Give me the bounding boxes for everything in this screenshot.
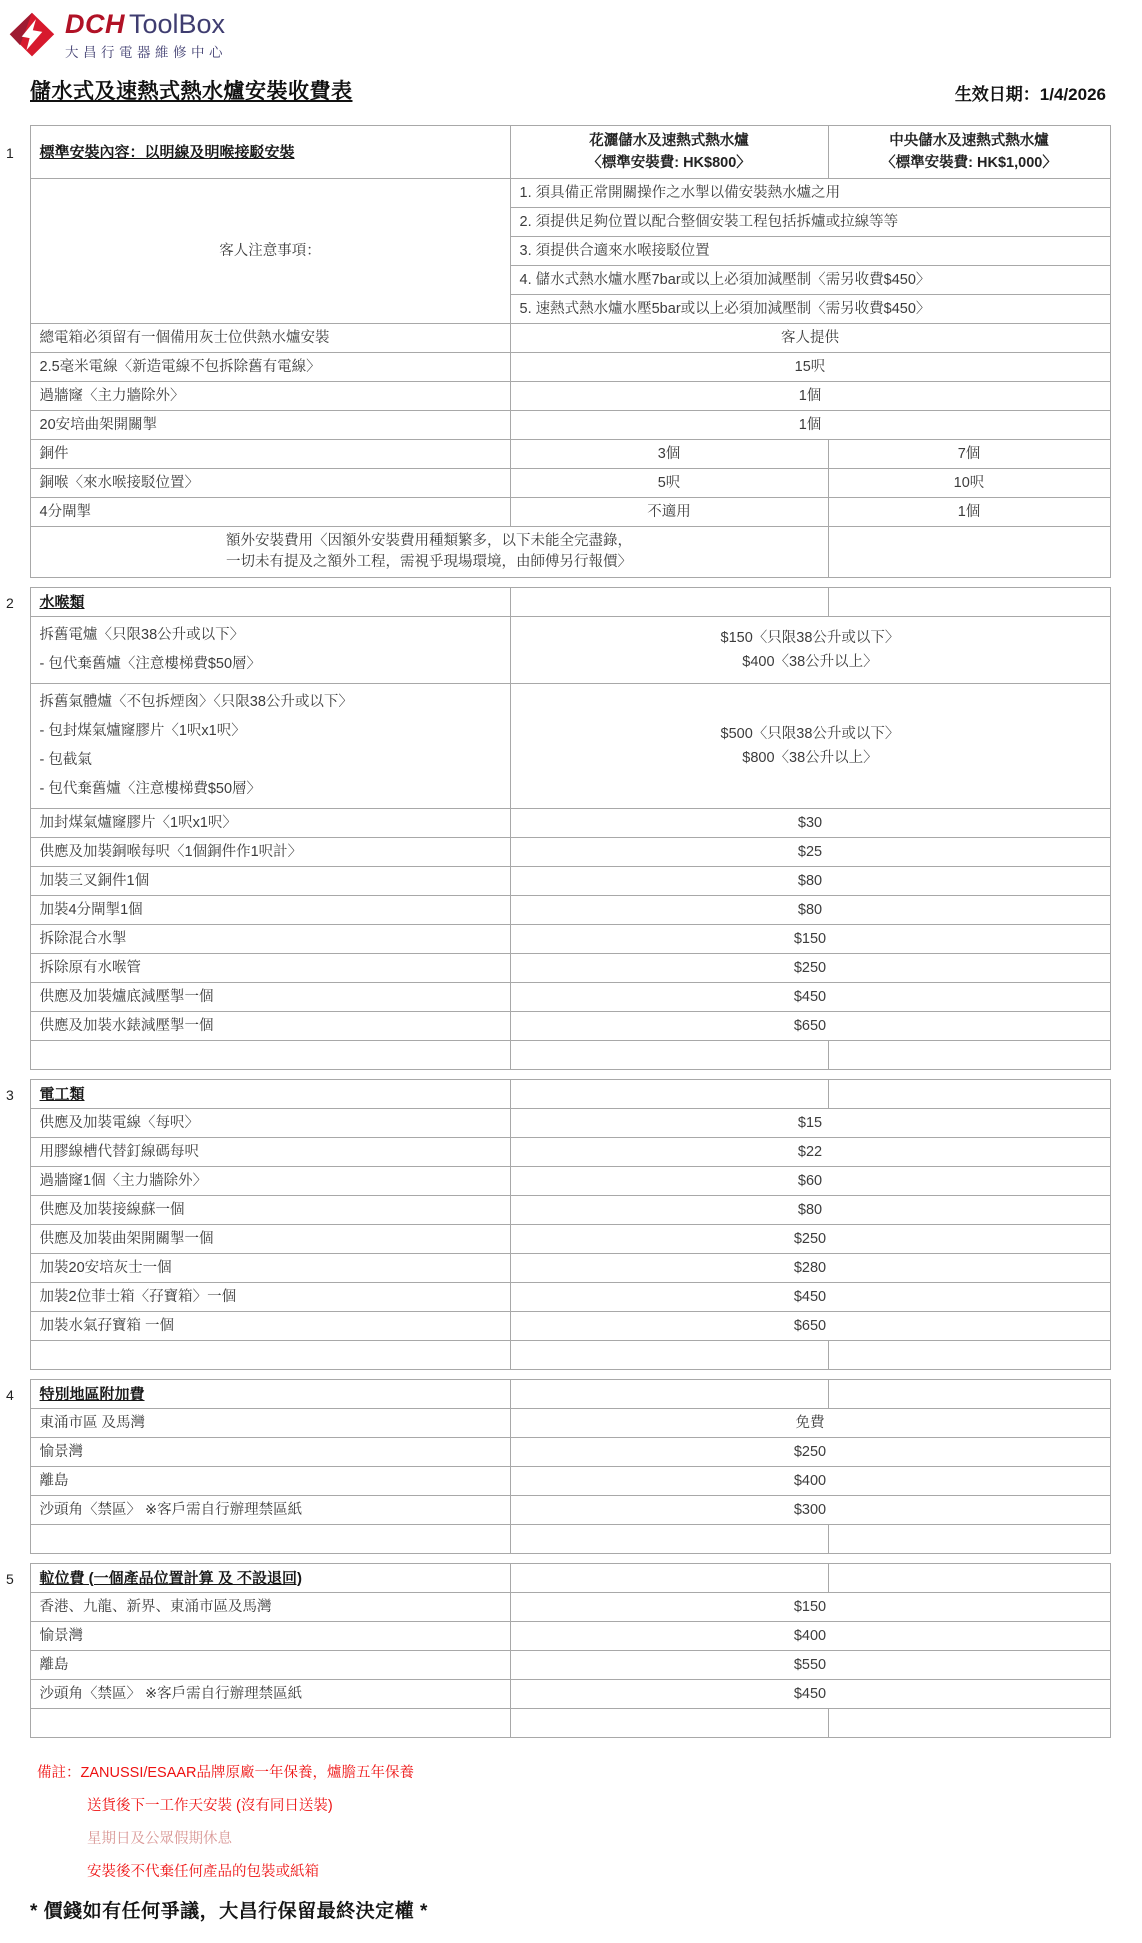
row-number (6, 1496, 30, 1525)
table-row (6, 1080, 1110, 1109)
footer-notes (30, 1764, 1126, 1923)
table-row (6, 684, 1110, 809)
brand-logo-text (65, 10, 227, 61)
table-row (6, 1438, 1110, 1467)
section-table (6, 1079, 1111, 1370)
cell-line: - 包代棄舊爐〈注意樓梯費$50層〉 (39, 781, 262, 797)
table-cell (30, 1041, 510, 1070)
table-cell: 香港、九龍、新界、東涌市區及馬灣 (30, 1593, 510, 1622)
table-cell: 2.5毫米電線〈新造電線不包拆除舊有電線〉 (30, 353, 510, 382)
row-number (6, 440, 30, 469)
footer-note-warranty: 備註：ZANUSSI/ESAAR品牌原廠一年保養，爐膽五年保養 (37, 1765, 415, 1781)
table-cell: 1個 (828, 498, 1110, 527)
table-row (6, 1196, 1110, 1225)
row-number (6, 1622, 30, 1651)
row-number (6, 469, 30, 498)
row-number (6, 617, 30, 684)
row-number (6, 983, 30, 1012)
table-cell: 拆除混合水掣 (30, 925, 510, 954)
table-row (6, 983, 1110, 1012)
table-cell (510, 684, 1110, 809)
row-number (6, 1167, 30, 1196)
row-number (6, 1680, 30, 1709)
row-number (6, 353, 30, 382)
table-cell: $300 (510, 1496, 1110, 1525)
table-cell: $400 (510, 1467, 1110, 1496)
table-cell (828, 1525, 1110, 1554)
table-cell (30, 617, 510, 684)
table-cell (828, 1709, 1110, 1738)
table-cell: 過牆窿1個〈主力牆除外〉 (30, 1167, 510, 1196)
cell-line: - 包代棄舊爐〈注意樓梯費$50層〉 (39, 656, 262, 672)
table-cell: 愉景灣 (30, 1438, 510, 1467)
table-cell: 2. 須提供足夠位置以配合整個安裝工程包括拆爐或拉線等等 (510, 208, 1110, 237)
table-cell: $80 (510, 896, 1110, 925)
table-cell: $550 (510, 1651, 1110, 1680)
table-cell: 離島 (30, 1651, 510, 1680)
table-cell: 1個 (510, 382, 1110, 411)
table-row (6, 324, 1110, 353)
row-number: 2 (6, 588, 30, 617)
table-cell: 3個 (510, 440, 828, 469)
table-row (6, 1167, 1110, 1196)
table-cell: 不適用 (510, 498, 828, 527)
table-row (6, 126, 1110, 179)
table-cell (510, 1041, 828, 1070)
table-cell: 3. 須提供合適來水喉接駁位置 (510, 237, 1110, 266)
table-cell: $450 (510, 983, 1110, 1012)
table-cell (510, 1380, 828, 1409)
table-cell: $80 (510, 1196, 1110, 1225)
table-cell: 過牆窿〈主力牆除外〉 (30, 382, 510, 411)
table-cell: 加封煤氣爐窿膠片〈1呎x1呎〉 (30, 809, 510, 838)
table-row (6, 1709, 1110, 1738)
table-cell (30, 1525, 510, 1554)
table-cell (828, 1564, 1110, 1593)
row-number (6, 925, 30, 954)
table-cell: 10呎 (828, 469, 1110, 498)
section-table (6, 125, 1111, 578)
table-cell: 供應及加裝接線蘇一個 (30, 1196, 510, 1225)
cell-line: 一切未有提及之額外工程，需視乎現場環境，由師傅另行報價〉 (226, 554, 632, 570)
cell-line: - 包截氣 (39, 752, 92, 768)
effective-date: 生效日期：1/4/2026 (954, 85, 1106, 104)
table-cell: $650 (510, 1312, 1110, 1341)
table-cell: 供應及加裝電線〈每呎〉 (30, 1109, 510, 1138)
table-row (6, 1380, 1110, 1409)
section-table (6, 1379, 1111, 1554)
row-number: 5 (6, 1564, 30, 1593)
table-row (6, 925, 1110, 954)
table-cell: 加裝水氣孖寶箱 一個 (30, 1312, 510, 1341)
table-row (6, 617, 1110, 684)
row-number: 1 (6, 126, 30, 179)
table-row (6, 1651, 1110, 1680)
table-cell: 加裝20安培灰士一個 (30, 1254, 510, 1283)
table-row (6, 469, 1110, 498)
table-cell: 電工類 (30, 1080, 510, 1109)
footer-note-packaging: 安裝後不代棄任何產品的包裝或紙箱 (87, 1864, 319, 1880)
table-row (6, 1138, 1110, 1167)
cell-line: - 包封煤氣爐窿膠片〈1呎x1呎〉 (39, 723, 246, 739)
table-cell: 𨋢位費 (一個產品位置計算 及 不設退回) (30, 1564, 510, 1593)
row-number (6, 1593, 30, 1622)
table-cell: 1. 須具備正常開關操作之水掣以備安裝熱水爐之用 (510, 179, 1110, 208)
table-cell: 供應及加裝銅喉每呎〈1個銅件作1呎計〉 (30, 838, 510, 867)
row-number (6, 1109, 30, 1138)
page-title: 儲水式及速熱式熱水爐安裝收費表 (30, 80, 353, 103)
brand-subtitle: 大昌行電器維修中心 (65, 45, 227, 60)
cell-line: 額外安裝費用〈因額外安裝費用種類繁多，以下未能全完盡錄， (226, 533, 632, 549)
row-number (6, 1438, 30, 1467)
row-number (6, 1012, 30, 1041)
table-row (6, 809, 1110, 838)
row-number (6, 1225, 30, 1254)
table-row (6, 1012, 1110, 1041)
table-cell: $22 (510, 1138, 1110, 1167)
table-row (6, 1467, 1110, 1496)
cell-line: $150〈只限38公升或以下〉 (720, 630, 900, 646)
table-cell: $450 (510, 1283, 1110, 1312)
table-cell: $280 (510, 1254, 1110, 1283)
table-cell: 用膠線槽代替釘線碼每呎 (30, 1138, 510, 1167)
table-cell (30, 1341, 510, 1370)
table-cell: 客人注意事項： (30, 179, 510, 324)
brand-name-toolbox: ToolBox (129, 9, 226, 39)
table-row (6, 1525, 1110, 1554)
table-cell (510, 1341, 828, 1370)
table-row (6, 527, 1110, 578)
table-cell: 4分閘掣 (30, 498, 510, 527)
table-cell (30, 527, 828, 578)
table-cell (828, 1380, 1110, 1409)
table-row (6, 1109, 1110, 1138)
fee-tables (6, 125, 1126, 1738)
table-cell: $250 (510, 954, 1110, 983)
table-cell (510, 1564, 828, 1593)
row-number: 4 (6, 1380, 30, 1409)
row-number (6, 1041, 30, 1070)
table-cell: 沙頭角〈禁區〉 ※客戶需自行辦理禁區紙 (30, 1496, 510, 1525)
brand-name-dch: DCH (65, 9, 125, 39)
table-cell (30, 1709, 510, 1738)
table-cell: 20安培曲架開關掣 (30, 411, 510, 440)
table-cell: 標準安裝內容：以明線及明喉接駁安裝 (30, 126, 510, 179)
table-cell (510, 1525, 828, 1554)
table-row (6, 1041, 1110, 1070)
row-number (6, 266, 30, 295)
row-number (6, 498, 30, 527)
table-row (6, 954, 1110, 983)
table-row (6, 498, 1110, 527)
dch-gem-icon (8, 12, 56, 58)
table-cell: 愉景灣 (30, 1622, 510, 1651)
table-row (6, 838, 1110, 867)
table-cell (828, 1080, 1110, 1109)
table-cell: 供應及加裝爐底減壓掣一個 (30, 983, 510, 1012)
row-number (6, 954, 30, 983)
table-cell (510, 126, 828, 179)
table-cell: $250 (510, 1438, 1110, 1467)
brand-logo (8, 10, 1126, 61)
table-row (6, 867, 1110, 896)
table-cell: $150 (510, 925, 1110, 954)
table-row (6, 179, 1110, 208)
table-cell: 加裝4分閘掣1個 (30, 896, 510, 925)
table-cell (30, 684, 510, 809)
table-cell (828, 527, 1110, 578)
row-number (6, 1341, 30, 1370)
row-number (6, 295, 30, 324)
row-number (6, 867, 30, 896)
table-cell (510, 1709, 828, 1738)
row-number (6, 1312, 30, 1341)
table-row (6, 411, 1110, 440)
cell-line: 拆舊電爐〈只限38公升或以下〉 (39, 627, 245, 643)
table-cell: $60 (510, 1167, 1110, 1196)
table-cell: $250 (510, 1225, 1110, 1254)
table-row (6, 1564, 1110, 1593)
cell-line: 花灑儲水及速熱式熱水爐 (589, 133, 749, 149)
title-row (30, 75, 1118, 105)
table-cell (828, 126, 1110, 179)
row-number (6, 1467, 30, 1496)
table-cell: 特別地區附加費 (30, 1380, 510, 1409)
table-cell: 水喉類 (30, 588, 510, 617)
cell-line: 〈標準安裝費: HK$800〉 (587, 155, 751, 171)
table-cell: 沙頭角〈禁區〉 ※客戶需自行辦理禁區紙 (30, 1680, 510, 1709)
row-number (6, 896, 30, 925)
table-cell: 銅喉〈來水喉接駁位置〉 (30, 469, 510, 498)
table-row (6, 588, 1110, 617)
cell-line: $500〈只限38公升或以下〉 (720, 726, 900, 742)
table-cell: $25 (510, 838, 1110, 867)
row-number (6, 1525, 30, 1554)
table-cell: 加裝2位菲士箱〈孖寶箱〉一個 (30, 1283, 510, 1312)
table-cell: 銅件 (30, 440, 510, 469)
cell-line: $400〈38公升以上〉 (742, 654, 878, 670)
table-cell (828, 1341, 1110, 1370)
table-cell: 總電箱必須留有一個備用灰士位供熱水爐安裝 (30, 324, 510, 353)
table-cell: $15 (510, 1109, 1110, 1138)
row-number (6, 208, 30, 237)
row-number (6, 237, 30, 266)
row-number (6, 1283, 30, 1312)
table-cell (510, 1080, 828, 1109)
table-row (6, 1312, 1110, 1341)
row-number (6, 1196, 30, 1225)
section-table (6, 587, 1111, 1070)
table-cell: $150 (510, 1593, 1110, 1622)
table-cell (828, 588, 1110, 617)
table-cell: 離島 (30, 1467, 510, 1496)
row-number (6, 527, 30, 578)
table-cell: 免費 (510, 1409, 1110, 1438)
table-row (6, 1254, 1110, 1283)
table-cell (510, 588, 828, 617)
table-row (6, 1622, 1110, 1651)
disclaimer: * 價錢如有任何爭議，大昌行保留最終決定權 * (30, 1901, 428, 1922)
footer-note-holiday: 星期日及公眾假期休息 (87, 1831, 232, 1847)
footer-note-delivery: 送貨後下一工作天安裝 (沒有同日送裝) (87, 1798, 333, 1814)
table-cell: $30 (510, 809, 1110, 838)
table-cell: 4. 儲水式熱水爐水壓7bar或以上必須加減壓制〈需另收費$450〉 (510, 266, 1110, 295)
table-cell: 拆除原有水喉管 (30, 954, 510, 983)
row-number (6, 838, 30, 867)
table-cell: 客人提供 (510, 324, 1110, 353)
row-number (6, 179, 30, 208)
table-cell: 5呎 (510, 469, 828, 498)
table-cell (510, 617, 1110, 684)
table-row (6, 1680, 1110, 1709)
row-number (6, 382, 30, 411)
cell-line: 中央儲水及速熱式熱水爐 (889, 133, 1049, 149)
row-number (6, 1409, 30, 1438)
cell-line: 〈標準安裝費: HK$1,000〉 (881, 155, 1057, 171)
row-number (6, 809, 30, 838)
table-row (6, 1283, 1110, 1312)
cell-line: 拆舊氣體爐〈不包拆煙囪〉〈只限38公升或以下〉 (39, 694, 353, 710)
table-cell: 東涌市區 及馬灣 (30, 1409, 510, 1438)
table-cell: 5. 速熱式熱水爐水壓5bar或以上必須加減壓制〈需另收費$450〉 (510, 295, 1110, 324)
row-number (6, 1709, 30, 1738)
table-row (6, 1225, 1110, 1254)
table-cell: $650 (510, 1012, 1110, 1041)
row-number (6, 684, 30, 809)
table-cell: 1個 (510, 411, 1110, 440)
row-number (6, 1651, 30, 1680)
cell-line: $800〈38公升以上〉 (742, 750, 878, 766)
table-cell: $450 (510, 1680, 1110, 1709)
table-cell: $80 (510, 867, 1110, 896)
row-number: 3 (6, 1080, 30, 1109)
table-cell: 供應及加裝水錶減壓掣一個 (30, 1012, 510, 1041)
row-number (6, 324, 30, 353)
table-row (6, 1409, 1110, 1438)
table-cell: 7個 (828, 440, 1110, 469)
row-number (6, 1254, 30, 1283)
table-row (6, 1341, 1110, 1370)
table-row (6, 353, 1110, 382)
table-row (6, 382, 1110, 411)
row-number (6, 1138, 30, 1167)
table-cell: $400 (510, 1622, 1110, 1651)
table-cell (828, 1041, 1110, 1070)
row-number (6, 411, 30, 440)
table-row (6, 896, 1110, 925)
table-row (6, 440, 1110, 469)
table-row (6, 1593, 1110, 1622)
table-cell: 加裝三叉銅件1個 (30, 867, 510, 896)
table-row (6, 1496, 1110, 1525)
section-table (6, 1563, 1111, 1738)
table-cell: 15呎 (510, 353, 1110, 382)
table-cell: 供應及加裝曲架開關掣一個 (30, 1225, 510, 1254)
